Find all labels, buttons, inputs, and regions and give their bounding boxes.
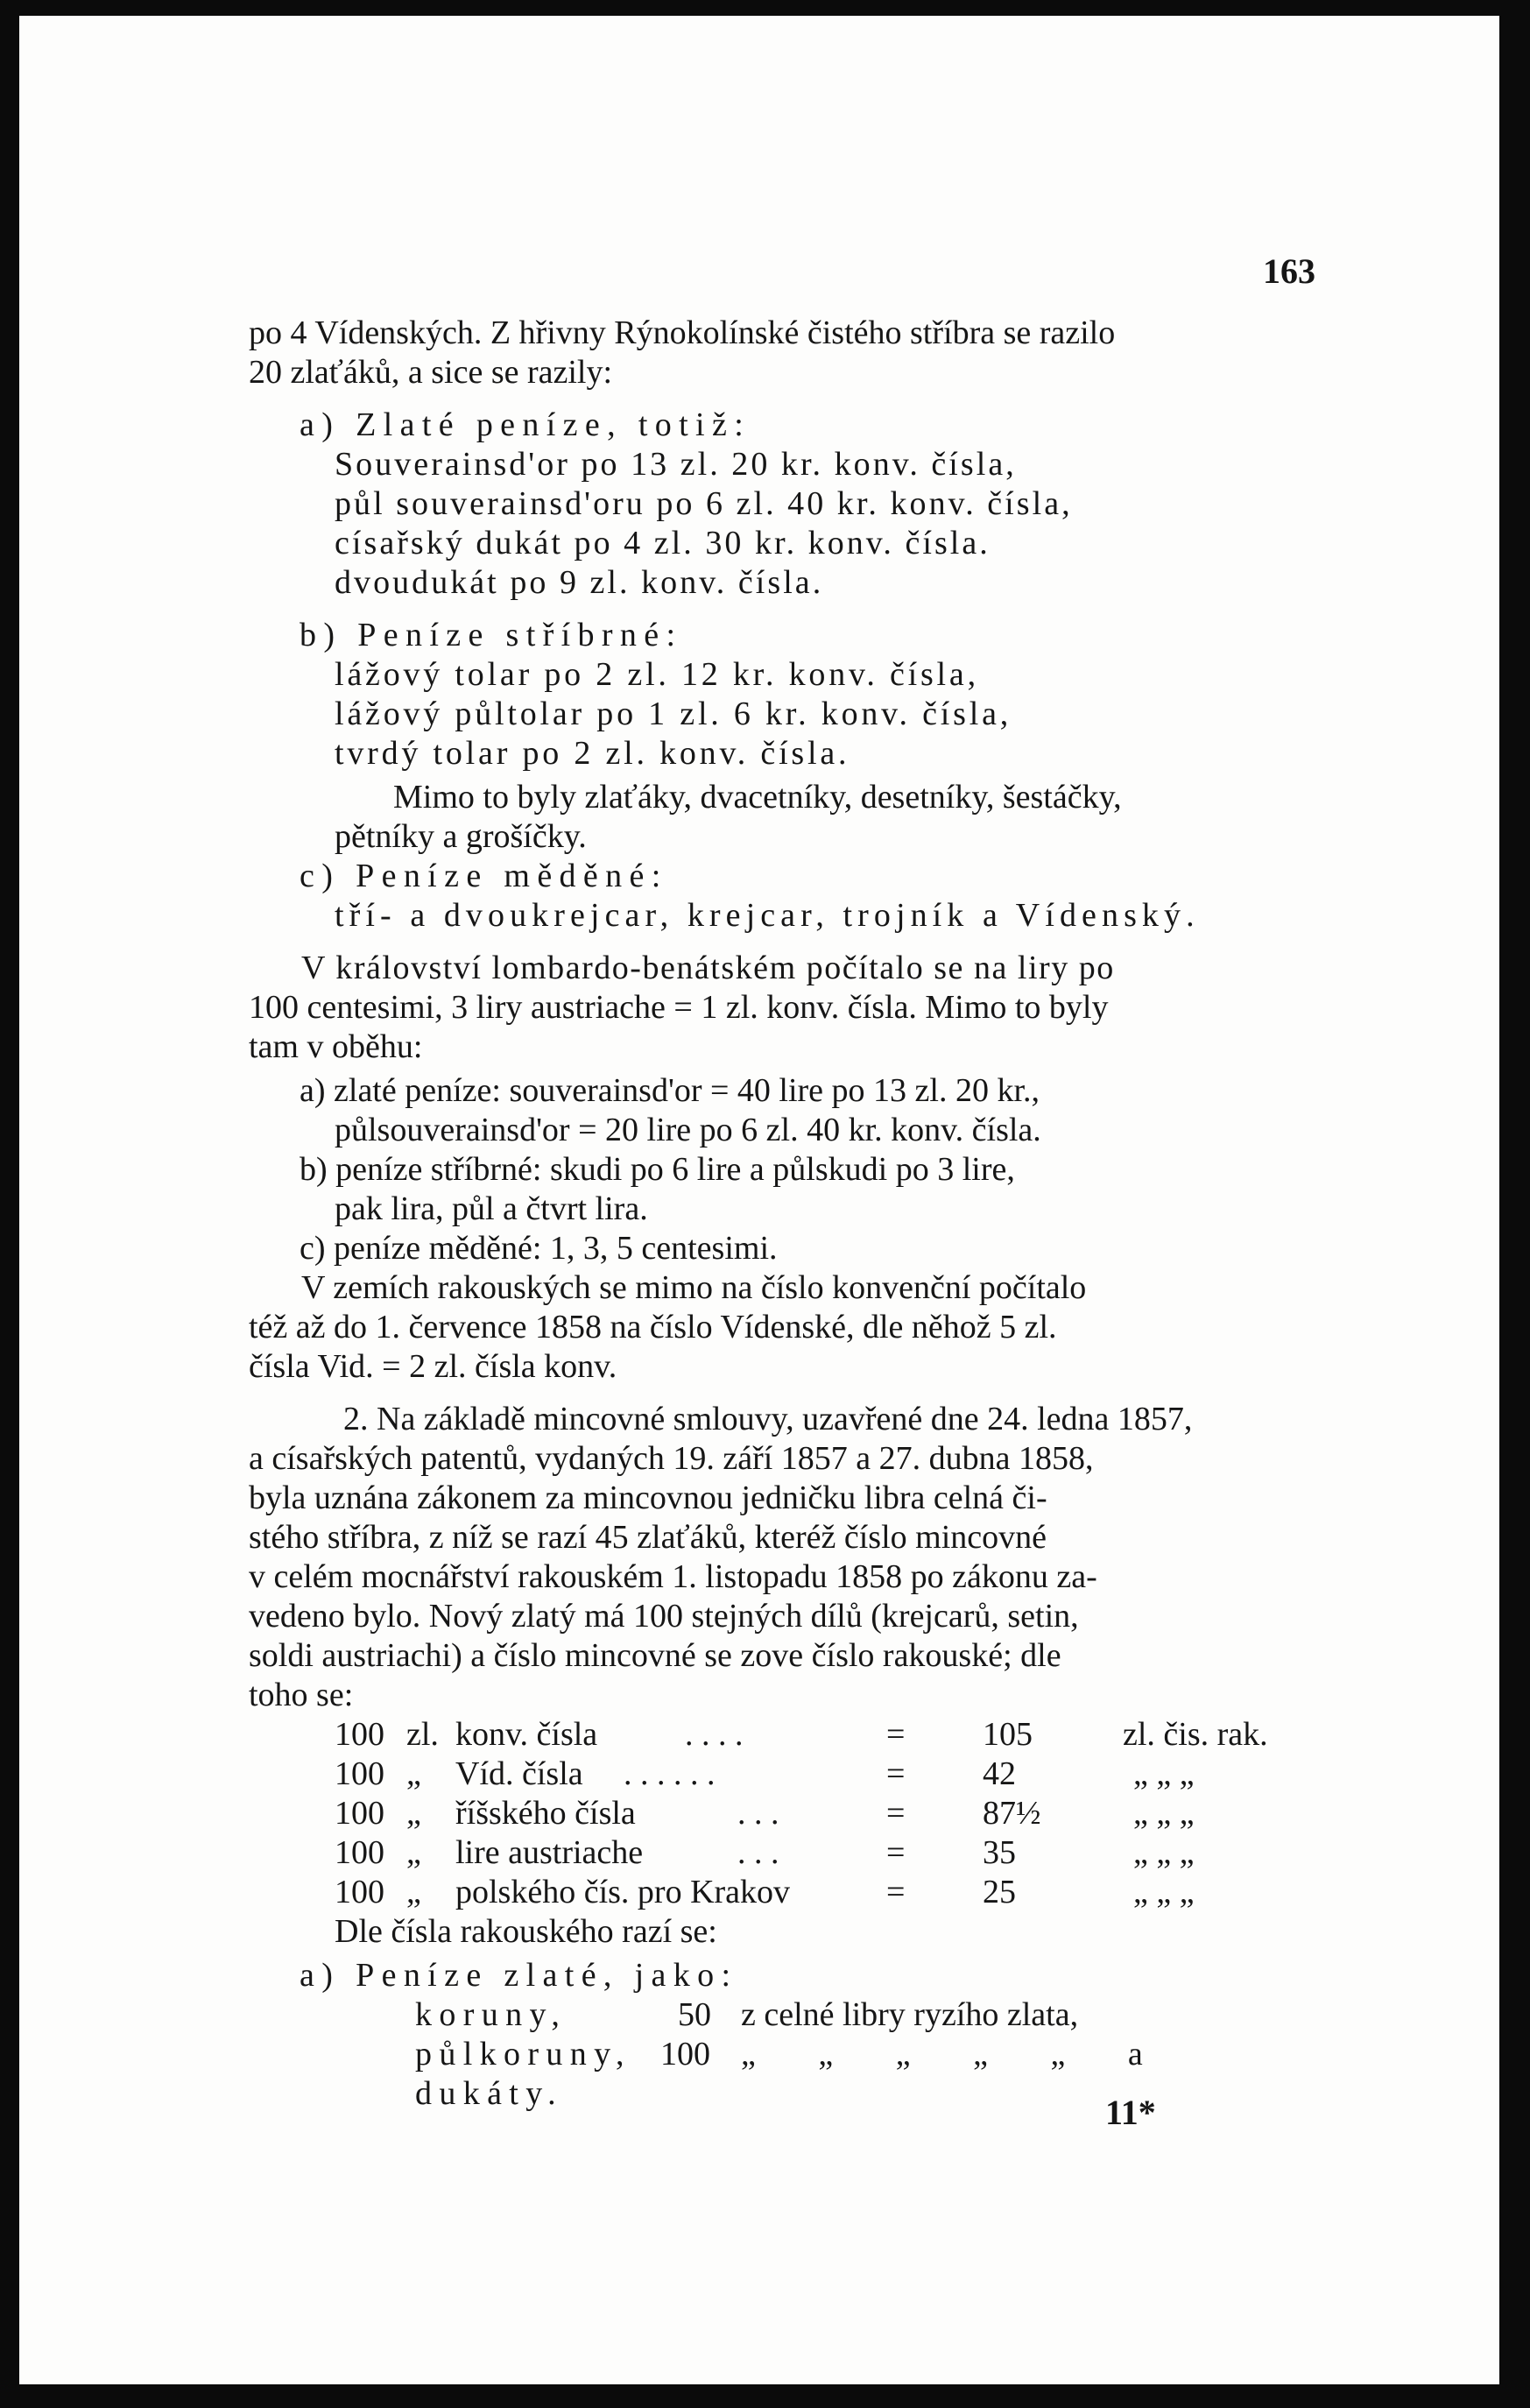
table-cell-eq: = [886, 1834, 906, 1871]
text-line: V království lombardo-benátském počítalo se na liry po [301, 950, 1115, 986]
table-cell-qty: 100 [335, 1755, 384, 1792]
text-line: 2. Na základě mincovné smlouvy, uzavřené dne 24. ledna 1857, [343, 1401, 1193, 1437]
table-cell-unit: „ „ „ [1133, 1834, 1195, 1871]
table-cell-label: říšského čísla [455, 1795, 636, 1832]
text-line: lážový tolar po 2 zl. 12 kr. konv. čísla, [335, 656, 979, 693]
text-line: 100 centesimi, 3 liry austriache = 1 zl. konv. čísla. Mimo to byly [249, 989, 1109, 1026]
coin-count: 50 [678, 1996, 711, 2033]
table-cell-dots: . . . . [685, 1716, 744, 1753]
text-line: pětníky a grošíčky. [335, 818, 587, 855]
table-cell-eq: = [886, 1795, 906, 1832]
table-cell-unit: zl. čis. rak. [1123, 1716, 1268, 1753]
text-line: a císařských patentů, vydaných 19. září 1857 a 27. dubna 1858, [249, 1440, 1094, 1477]
text-line: byla uznána zákonem za mincovnou jedničku libra celná či- [249, 1479, 1047, 1516]
text-line: soldi austriachi) a číslo mincovné se zove číslo rakouské; dle [249, 1637, 1061, 1674]
table-cell-ditto: zl. [406, 1716, 439, 1753]
table-cell-qty: 100 [335, 1834, 384, 1871]
list-item-a: a) Peníze zlaté, jako: [300, 1957, 738, 1994]
text-line: lážový půltolar po 1 zl. 6 kr. konv. čísla, [335, 696, 1012, 732]
text-line: toho se: [249, 1677, 354, 1713]
text-line: Souverainsd'or po 13 zl. 20 kr. konv. čísla, [335, 446, 1017, 483]
text-line: tří- a dvoukrejcar, krejcar, trojník a Vídenský. [335, 897, 1200, 934]
text-line: dvoudukát po 9 zl. konv. čísla. [335, 564, 824, 601]
table-cell-label: lire austriache [455, 1834, 644, 1871]
text-line: též až do 1. července 1858 na číslo Vídenské, dle něhož 5 zl. [249, 1309, 1057, 1345]
text-line: tvrdý tolar po 2 zl. konv. čísla. [335, 735, 850, 772]
table-cell-unit: „ „ „ [1133, 1795, 1195, 1832]
list-item-c: c) Peníze měděné: [300, 858, 668, 894]
coin-count: 100 [660, 2036, 710, 2073]
table-cell-unit: „ „ „ [1133, 1755, 1195, 1792]
coin-text: „ „ „ „ „ a [741, 2036, 1143, 2073]
text-line: Mimo to byly zlaťáky, dvacetníky, desetníky, šestáčky, [393, 779, 1122, 816]
page-number: 163 [1263, 251, 1315, 291]
table-cell-qty: 100 [335, 1795, 384, 1832]
list-item-b: b) Peníze stříbrné: [300, 617, 683, 653]
table-cell-label: Víd. čísla [455, 1755, 583, 1792]
table-cell-unit: „ „ „ [1133, 1874, 1195, 1910]
text-line: císařský dukát po 4 zl. 30 kr. konv. čísla. [335, 525, 991, 561]
text-line: půl souverainsd'oru po 6 zl. 40 kr. konv. čísla, [335, 485, 1073, 522]
table-cell-value: 42 [983, 1755, 1016, 1792]
text-line: 20 zlaťáků, a sice se razily: [249, 354, 613, 391]
table-cell-label: konv. čísla [455, 1716, 598, 1753]
table-cell-eq: = [886, 1874, 906, 1910]
text-line: půlsouverainsd'or = 20 lire po 6 zl. 40 kr. konv. čísla. [335, 1112, 1041, 1148]
coin-text: z celné libry ryzího zlata, [741, 1996, 1079, 2033]
table-cell-ditto: „ [406, 1874, 421, 1910]
text-line: V zemích rakouských se mimo na číslo konvenční počítalo [301, 1269, 1087, 1306]
text-line: vedeno bylo. Nový zlatý má 100 stejných dílů (krejcarů, setin, [249, 1598, 1079, 1635]
coin-name: koruny, [415, 1996, 568, 2033]
table-cell-eq: = [886, 1755, 906, 1792]
table-cell-dots: . . . [737, 1795, 779, 1832]
text-line: Dle čísla rakouského razí se: [335, 1913, 717, 1950]
table-cell-qty: 100 [335, 1874, 384, 1910]
table-cell-label: polského čís. pro Krakov [455, 1874, 791, 1910]
table-cell-value: 87½ [983, 1795, 1041, 1832]
text-line: tam v oběhu: [249, 1028, 423, 1065]
list-item-a: a) zlaté peníze: souverainsd'or = 40 lire po 13 zl. 20 kr., [300, 1072, 1040, 1109]
list-item-c: c) peníze měděné: 1, 3, 5 centesimi. [300, 1230, 778, 1267]
table-cell-value: 25 [983, 1874, 1016, 1910]
list-item-b: b) peníze stříbrné: skudi po 6 lire a půlskudi po 3 lire, [300, 1151, 1015, 1188]
coin-name: dukáty. [415, 2075, 563, 2112]
table-cell-dots: . . . . . . [624, 1755, 716, 1792]
table-cell-qty: 100 [335, 1716, 384, 1753]
signature-mark: 11* [1105, 2093, 1156, 2132]
table-cell-ditto: „ [406, 1795, 421, 1832]
book-page [19, 16, 1499, 2384]
table-cell-ditto: „ [406, 1834, 421, 1871]
text-line: po 4 Vídenských. Z hřivny Rýnokolínské čistého stříbra se razilo [249, 314, 1116, 351]
text-line: v celém mocnářství rakouském 1. listopadu 1858 po zákonu za- [249, 1558, 1097, 1595]
text-line: stého stříbra, z níž se razí 45 zlaťáků, kteréž číslo mincovné [249, 1519, 1047, 1556]
text-line: čísla Vid. = 2 zl. čísla konv. [249, 1348, 617, 1385]
list-item-a: a) Zlaté peníze, totiž: [300, 406, 751, 443]
table-cell-value: 35 [983, 1834, 1016, 1871]
table-cell-dots: . . . [737, 1834, 779, 1871]
text-line: pak lira, půl a čtvrt lira. [335, 1190, 648, 1227]
table-cell-ditto: „ [406, 1755, 421, 1792]
table-cell-eq: = [886, 1716, 906, 1753]
coin-name: půlkoruny, [415, 2036, 631, 2073]
table-cell-value: 105 [983, 1716, 1033, 1753]
